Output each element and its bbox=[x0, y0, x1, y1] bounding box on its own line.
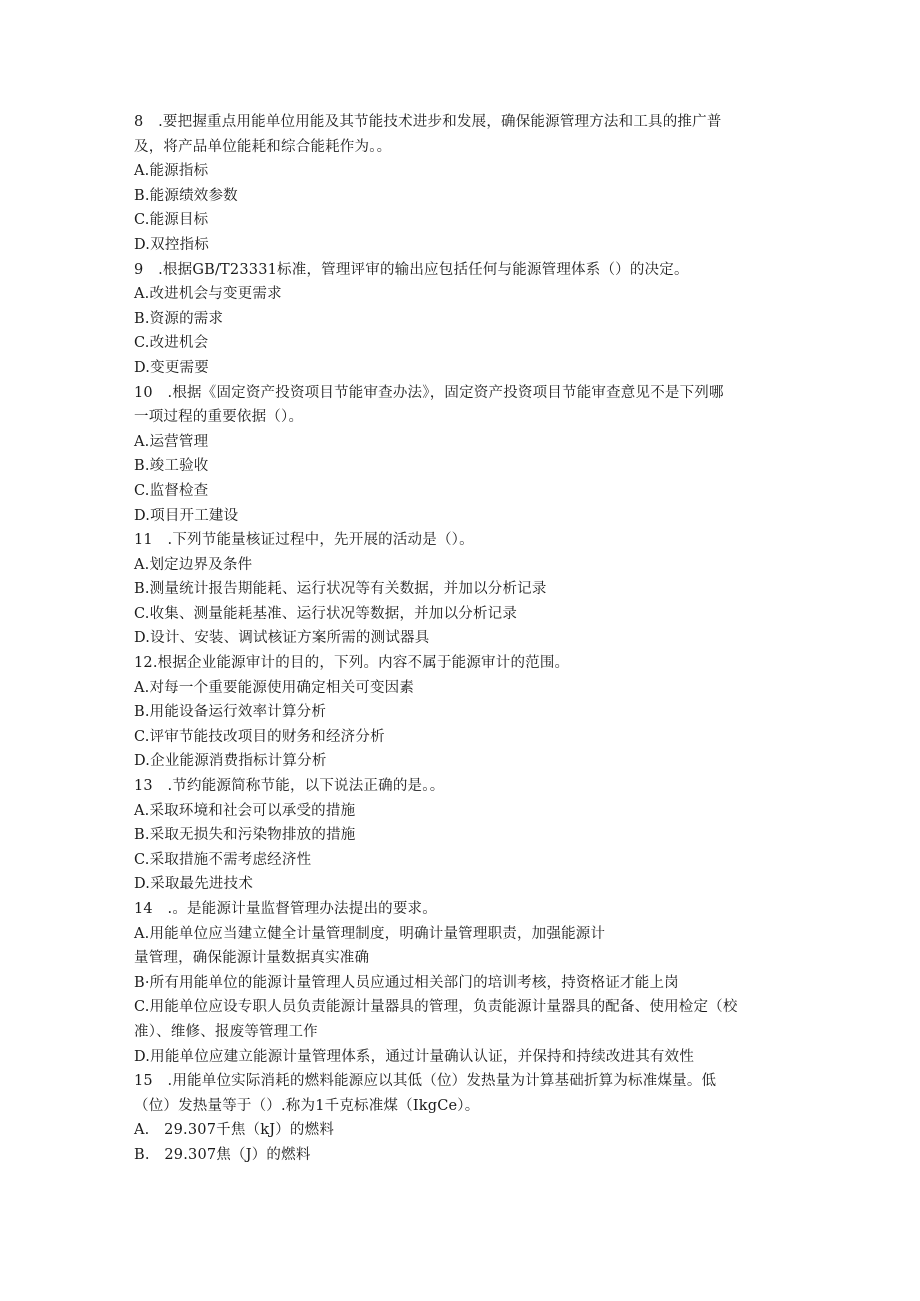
q10-stem-line-2: 一项过程的重要依据（）。 bbox=[134, 409, 304, 426]
q14-option-a-line-2: 量管理，确保能源计量数据真实准确 bbox=[134, 950, 370, 967]
q10-option-d: D.项目开工建设 bbox=[134, 507, 239, 524]
q13-option-a: A.采取环境和社会可以承受的措施 bbox=[134, 802, 356, 819]
q8-stem-line-1: 8 .要把握重点用能单位用能及其节能技术进步和发展，确保能源管理方法和工具的推广普 bbox=[134, 114, 722, 130]
q11-option-a: A.划定边界及条件 bbox=[134, 556, 253, 573]
q13-option-c: C.采取措施不需考虑经济性 bbox=[134, 851, 312, 868]
q14-option-a-line-1: A.用能单位应当建立健全计量管理制度，明确计量管理职责，加强能源计 bbox=[134, 925, 606, 942]
q12-stem: 12.根据企业能源审计的目的，下列。内容不属于能源审计的范围。 bbox=[134, 655, 570, 672]
q8-option-c: C.能源目标 bbox=[134, 212, 209, 229]
q13-stem: 13 .节约能源简称节能，以下说法正确的是。。 bbox=[134, 778, 445, 795]
q11-option-c: C.收集、测量能耗基准、运行状况等数据，并加以分析记录 bbox=[134, 605, 518, 622]
q8-option-b: B.能源绩效参数 bbox=[134, 187, 238, 204]
q9-option-a: A.改进机会与变更需求 bbox=[134, 286, 282, 303]
q10-option-c: C.监督检查 bbox=[134, 482, 209, 499]
q13-option-b: B.采取无损失和污染物排放的措施 bbox=[134, 827, 356, 844]
q11-option-b: B.测量统计报告期能耗、运行状况等有关数据，并加以分析记录 bbox=[134, 581, 547, 598]
q12-option-d: D.企业能源消费指标计算分析 bbox=[134, 753, 327, 770]
q9-option-d: D.变更需要 bbox=[134, 359, 209, 376]
q12-option-a: A.对每一个重要能源使用确定相关可变因素 bbox=[134, 679, 415, 696]
q9-option-b: B.资源的需求 bbox=[134, 310, 224, 327]
q15-option-b: B. 29.307焦（J）的燃料 bbox=[134, 1146, 311, 1163]
q14-option-c-line-2: 准）、维修、报废等管理工作 bbox=[134, 1023, 318, 1040]
q14-stem: 14 .。是能源计量监督管理办法提出的要求。 bbox=[134, 901, 437, 917]
q12-option-b: B.用能设备运行效率计算分析 bbox=[134, 704, 327, 721]
q15-stem-line-1: 15 .用能单位实际消耗的燃料能源应以其低（位）发热量为计算基础折算为标准煤量。低 bbox=[134, 1073, 717, 1090]
q10-stem-line-1: 10 .根据《固定资产投资项目节能审查办法》，固定资产投资项目节能审查意见不是下列哪 bbox=[134, 384, 724, 401]
q14-option-d: D.用能单位应建立能源计量管理体系，通过计量确认认证，并保持和持续改进其有效性 bbox=[134, 1048, 695, 1065]
q15-option-a: A. 29.307千焦（kJ）的燃料 bbox=[134, 1122, 335, 1139]
q8-option-d: D.双控指标 bbox=[134, 236, 209, 253]
q9-stem: 9 .根据GB/T23331标准，管理评审的输出应包括任何与能源管理体系（）的决定。 bbox=[134, 261, 689, 278]
q10-option-b: B.竣工验收 bbox=[134, 458, 209, 475]
q13-option-d: D.采取最先进技术 bbox=[134, 876, 254, 893]
q15-stem-line-2: （位）发热量等于（）.称为1千克标准煤（IkgCe）。 bbox=[134, 1097, 480, 1114]
question-list bbox=[134, 110, 784, 1168]
q12-option-c: C.评审节能技改项目的财务和经济分析 bbox=[134, 728, 385, 745]
q11-option-d: D.设计、安装、调试核证方案所需的测试器具 bbox=[134, 630, 430, 647]
q11-stem: 11 .下列节能量核证过程中，先开展的活动是（）。 bbox=[134, 532, 474, 549]
q8-stem-line-2: 及，将产品单位能耗和综合能耗作为。。 bbox=[134, 138, 392, 155]
q10-option-a: A.运营管理 bbox=[134, 433, 209, 450]
q9-option-c: C.改进机会 bbox=[134, 335, 209, 352]
q14-option-b: B·所有用能单位的能源计量管理人员应通过相关部门的培训考核，持资格证才能上岗 bbox=[134, 974, 679, 991]
q14-option-c-line-1: C.用能单位应设专职人员负责能源计量器具的管理，负责能源计量器具的配备、使用检定（校 bbox=[134, 999, 738, 1016]
q8-option-a: A.能源指标 bbox=[134, 163, 209, 180]
